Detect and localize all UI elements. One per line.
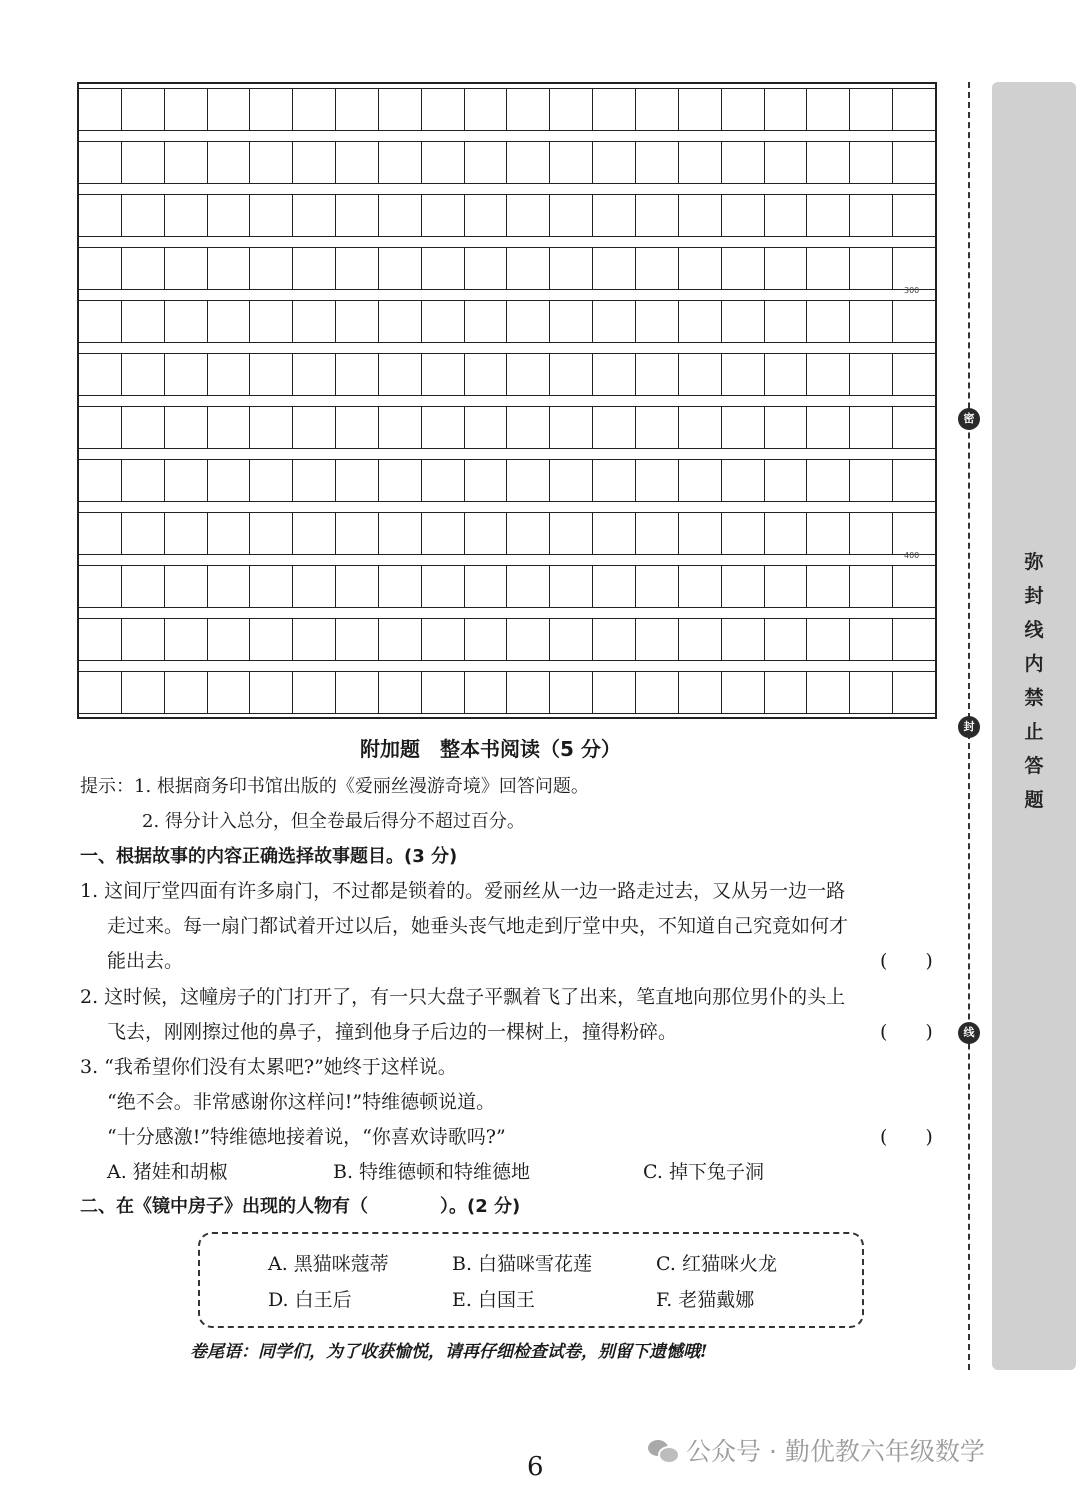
grid-cell[interactable] — [765, 513, 808, 554]
grid-cell[interactable] — [765, 354, 808, 395]
grid-cell[interactable] — [636, 407, 679, 448]
grid-cell[interactable] — [465, 89, 508, 130]
grid-cell[interactable] — [722, 89, 765, 130]
grid-cell[interactable] — [379, 195, 422, 236]
grid-cell[interactable] — [765, 460, 808, 501]
grid-cell[interactable] — [250, 354, 293, 395]
grid-cell[interactable] — [636, 619, 679, 660]
grid-cell[interactable] — [807, 142, 850, 183]
grid-row — [79, 459, 935, 502]
grid-cell[interactable] — [79, 513, 122, 554]
grid-cell[interactable] — [122, 248, 165, 289]
seal-warning-text — [1016, 545, 1052, 817]
grid-cell[interactable] — [379, 89, 422, 130]
grid-cell[interactable] — [636, 142, 679, 183]
grid-cell[interactable] — [893, 89, 935, 130]
grid-cell[interactable] — [208, 460, 251, 501]
grid-cell[interactable] — [250, 407, 293, 448]
grid-cell[interactable] — [122, 195, 165, 236]
grid-cell[interactable] — [379, 460, 422, 501]
grid-cell[interactable] — [679, 407, 722, 448]
grid-cell[interactable] — [465, 619, 508, 660]
grid-cell[interactable] — [250, 248, 293, 289]
grid-cell[interactable] — [722, 248, 765, 289]
q1-item-3-line-1: 3. “我希望你们没有太累吧?”她终于这样说。 — [80, 1056, 457, 1078]
grid-cell[interactable] — [550, 672, 593, 713]
grid-cell[interactable] — [893, 513, 935, 554]
grid-cell[interactable] — [122, 142, 165, 183]
grid-cell[interactable] — [165, 354, 208, 395]
grid-cell[interactable] — [465, 301, 508, 342]
grid-cell[interactable] — [550, 301, 593, 342]
grid-cell[interactable] — [593, 142, 636, 183]
grid-cell[interactable] — [593, 566, 636, 607]
grid-cell[interactable] — [807, 301, 850, 342]
grid-cell[interactable] — [593, 619, 636, 660]
seal-mark-mi: 密 — [958, 408, 980, 430]
grid-cell[interactable] — [722, 566, 765, 607]
grid-cell[interactable] — [165, 89, 208, 130]
grid-cell[interactable] — [765, 619, 808, 660]
grid-cell[interactable] — [507, 354, 550, 395]
grid-cell[interactable] — [465, 195, 508, 236]
grid-row — [79, 194, 935, 237]
grid-cell[interactable] — [79, 195, 122, 236]
grid-cell[interactable] — [293, 619, 336, 660]
grid-cell[interactable] — [336, 566, 379, 607]
grid-cell[interactable] — [550, 566, 593, 607]
grid-cell[interactable] — [507, 195, 550, 236]
grid-cell[interactable] — [722, 354, 765, 395]
grid-cell[interactable] — [293, 89, 336, 130]
grid-cell[interactable] — [850, 354, 893, 395]
grid-cell[interactable] — [893, 354, 935, 395]
grid-cell[interactable] — [465, 407, 508, 448]
grid-cell[interactable] — [379, 672, 422, 713]
grid-cell[interactable] — [807, 248, 850, 289]
grid-cell[interactable] — [765, 195, 808, 236]
watermark-text: 公众号 · 勤优教六年级数学 — [686, 1437, 985, 1466]
grid-cell[interactable] — [507, 407, 550, 448]
answer-bracket-1[interactable]: ( ) — [880, 950, 933, 972]
grid-cell[interactable] — [465, 566, 508, 607]
seal-mark-xian: 线 — [958, 1022, 980, 1044]
choice-a: A. 猪娃和胡椒 — [107, 1161, 228, 1183]
character-options-box — [198, 1232, 864, 1328]
grid-cell[interactable] — [850, 301, 893, 342]
seal-char: 止 — [1024, 721, 1044, 743]
page-number: 6 — [527, 1452, 544, 1482]
option-a: A. 黑猫咪蔻蒂 — [268, 1253, 389, 1275]
grid-cell[interactable] — [893, 301, 935, 342]
grid-cell[interactable] — [422, 142, 465, 183]
grid-cell[interactable] — [208, 407, 251, 448]
grid-cell[interactable] — [722, 301, 765, 342]
grid-cell[interactable] — [893, 248, 935, 289]
seal-char: 内 — [1024, 653, 1044, 675]
grid-cell[interactable] — [250, 672, 293, 713]
answer-bracket-3[interactable]: ( ) — [880, 1126, 933, 1148]
grid-cell[interactable] — [293, 248, 336, 289]
grid-cell[interactable] — [893, 407, 935, 448]
grid-cell[interactable] — [507, 89, 550, 130]
grid-cell[interactable] — [122, 89, 165, 130]
q1-item-1-line-3: 能出去。 — [107, 950, 184, 972]
grid-cell[interactable] — [79, 248, 122, 289]
option-c: C. 红猫咪火龙 — [656, 1253, 777, 1275]
grid-cell[interactable] — [679, 89, 722, 130]
grid-cell[interactable] — [250, 460, 293, 501]
grid-row — [79, 247, 935, 290]
grid-cell[interactable] — [765, 566, 808, 607]
grid-cell[interactable] — [765, 407, 808, 448]
grid-cell[interactable] — [165, 301, 208, 342]
grid-cell[interactable] — [293, 195, 336, 236]
grid-cell[interactable] — [550, 619, 593, 660]
grid-cell[interactable] — [850, 619, 893, 660]
grid-cell[interactable] — [336, 195, 379, 236]
grid-cell[interactable] — [850, 566, 893, 607]
grid-cell[interactable] — [807, 619, 850, 660]
grid-cell[interactable] — [79, 619, 122, 660]
grid-cell[interactable] — [79, 566, 122, 607]
grid-cell[interactable] — [79, 89, 122, 130]
grid-cell[interactable] — [550, 142, 593, 183]
grid-cell[interactable] — [507, 513, 550, 554]
grid-cell[interactable] — [593, 195, 636, 236]
grid-cell[interactable] — [593, 513, 636, 554]
grid-cell[interactable] — [679, 301, 722, 342]
grid-cell[interactable] — [807, 513, 850, 554]
grid-cell[interactable] — [122, 301, 165, 342]
option-f: F. 老猫戴娜 — [656, 1289, 755, 1311]
grid-cell[interactable] — [293, 354, 336, 395]
grid-cell[interactable] — [679, 195, 722, 236]
grid-cell[interactable] — [122, 513, 165, 554]
grid-cell[interactable] — [850, 195, 893, 236]
grid-cell[interactable] — [165, 566, 208, 607]
grid-cell[interactable] — [208, 672, 251, 713]
grid-cell[interactable] — [293, 513, 336, 554]
grid-cell[interactable] — [422, 195, 465, 236]
grid-cell[interactable] — [208, 195, 251, 236]
grid-cell[interactable] — [722, 142, 765, 183]
grid-cell[interactable] — [679, 460, 722, 501]
grid-cell[interactable] — [850, 407, 893, 448]
grid-cell[interactable] — [250, 142, 293, 183]
grid-cell[interactable] — [422, 407, 465, 448]
grid-cell[interactable] — [208, 142, 251, 183]
grid-cell[interactable] — [208, 89, 251, 130]
q1-item-3-line-3: “十分感激!”特维德地接着说，“你喜欢诗歌吗?” — [107, 1126, 506, 1148]
grid-cell[interactable] — [850, 460, 893, 501]
grid-cell[interactable] — [79, 301, 122, 342]
seal-char: 封 — [1024, 585, 1044, 607]
grid-cell[interactable] — [165, 407, 208, 448]
grid-cell[interactable] — [850, 248, 893, 289]
grid-cell[interactable] — [722, 195, 765, 236]
grid-cell[interactable] — [765, 672, 808, 713]
choice-c: C. 掉下兔子洞 — [643, 1161, 764, 1183]
grid-cell[interactable] — [422, 89, 465, 130]
seal-char: 弥 — [1024, 551, 1044, 573]
grid-cell[interactable] — [379, 301, 422, 342]
grid-cell[interactable] — [422, 301, 465, 342]
grid-row — [79, 88, 935, 131]
grid-cell[interactable] — [208, 248, 251, 289]
grid-cell[interactable] — [593, 460, 636, 501]
grid-cell[interactable] — [79, 460, 122, 501]
grid-cell[interactable] — [422, 566, 465, 607]
grid-cell[interactable] — [679, 248, 722, 289]
grid-cell[interactable] — [79, 407, 122, 448]
grid-cell[interactable] — [379, 248, 422, 289]
grid-cell[interactable] — [636, 354, 679, 395]
grid-cell[interactable] — [636, 301, 679, 342]
grid-cell[interactable] — [722, 672, 765, 713]
grid-cell[interactable] — [379, 619, 422, 660]
grid-cell[interactable] — [336, 672, 379, 713]
grid-cell[interactable] — [722, 513, 765, 554]
question-2-heading: 二、在《镜中房子》出现的人物有（ ）。(2 分) — [80, 1196, 521, 1217]
grid-cell[interactable] — [807, 407, 850, 448]
grid-cell[interactable] — [507, 672, 550, 713]
grid-cell[interactable] — [465, 142, 508, 183]
seal-char: 题 — [1024, 789, 1044, 811]
q1-item-1-line-2: 走过来。每一扇门都试着开过以后，她垂头丧气地走到厅堂中央，不知道自己究竟如何才 — [107, 915, 849, 937]
grid-cell[interactable] — [208, 354, 251, 395]
grid-row — [79, 618, 935, 661]
grid-cell[interactable] — [79, 354, 122, 395]
grid-cell[interactable] — [165, 619, 208, 660]
grid-cell[interactable] — [465, 672, 508, 713]
grid-cell[interactable] — [636, 513, 679, 554]
grid-cell[interactable] — [293, 566, 336, 607]
grid-row — [79, 671, 935, 714]
grid-cell[interactable] — [165, 248, 208, 289]
grid-cell[interactable] — [636, 248, 679, 289]
watermark — [648, 1432, 985, 1468]
grid-cell[interactable] — [250, 195, 293, 236]
grid-cell[interactable] — [593, 89, 636, 130]
grid-cell[interactable] — [422, 460, 465, 501]
grid-cell[interactable] — [208, 513, 251, 554]
grid-cell[interactable] — [379, 354, 422, 395]
grid-cell[interactable] — [122, 354, 165, 395]
grid-cell[interactable] — [379, 142, 422, 183]
grid-cell[interactable] — [636, 89, 679, 130]
q1-item-3-line-2: “绝不会。非常感谢你这样问!”特维德顿说道。 — [107, 1091, 496, 1113]
grid-cell[interactable] — [550, 195, 593, 236]
word-count-marker-300: 300 — [904, 286, 920, 295]
grid-cell[interactable] — [293, 301, 336, 342]
tip-line-2: 2. 得分计入总分，但全卷最后得分不超过百分。 — [142, 811, 525, 832]
grid-row — [79, 565, 935, 608]
section-title: 附加题 整本书阅读（5 分） — [360, 737, 621, 761]
grid-cell[interactable] — [893, 195, 935, 236]
grid-cell[interactable] — [122, 407, 165, 448]
grid-cell[interactable] — [507, 460, 550, 501]
grid-cell[interactable] — [79, 142, 122, 183]
grid-cell[interactable] — [422, 619, 465, 660]
grid-cell[interactable] — [679, 566, 722, 607]
grid-cell[interactable] — [550, 89, 593, 130]
grid-row — [79, 406, 935, 449]
grid-cell[interactable] — [636, 566, 679, 607]
grid-cell[interactable] — [807, 195, 850, 236]
grid-cell[interactable] — [679, 619, 722, 660]
question-1-heading: 一、根据故事的内容正确选择故事题目。(3 分) — [80, 846, 458, 867]
q1-item-2-line-2: 飞去，刚刚擦过他的鼻子，撞到他身子后边的一棵树上，撞得粉碎。 — [107, 1021, 678, 1043]
grid-cell[interactable] — [336, 619, 379, 660]
grid-cell[interactable] — [250, 301, 293, 342]
seal-char: 禁 — [1024, 687, 1044, 709]
grid-cell[interactable] — [379, 513, 422, 554]
grid-cell[interactable] — [807, 89, 850, 130]
q1-item-1-line-1: 1. 这间厅堂四面有许多扇门，不过都是锁着的。爱丽丝从一边一路走过去，又从另一边一路 — [80, 880, 846, 902]
grid-cell[interactable] — [122, 619, 165, 660]
grid-cell[interactable] — [593, 301, 636, 342]
seal-mark-feng: 封 — [958, 716, 980, 738]
grid-cell[interactable] — [807, 566, 850, 607]
grid-cell[interactable] — [507, 619, 550, 660]
option-d: D. 白王后 — [268, 1289, 352, 1311]
grid-cell[interactable] — [679, 142, 722, 183]
grid-cell[interactable] — [336, 513, 379, 554]
option-e: E. 白国王 — [452, 1289, 535, 1311]
grid-cell[interactable] — [422, 672, 465, 713]
grid-cell[interactable] — [208, 566, 251, 607]
grid-cell[interactable] — [122, 460, 165, 501]
seal-char: 答 — [1024, 755, 1044, 777]
grid-cell[interactable] — [336, 460, 379, 501]
grid-cell[interactable] — [679, 672, 722, 713]
grid-cell[interactable] — [893, 672, 935, 713]
grid-cell[interactable] — [379, 566, 422, 607]
grid-cell[interactable] — [165, 142, 208, 183]
grid-cell[interactable] — [550, 513, 593, 554]
grid-cell[interactable] — [422, 248, 465, 289]
grid-cell[interactable] — [550, 460, 593, 501]
grid-cell[interactable] — [165, 513, 208, 554]
grid-cell[interactable] — [550, 248, 593, 289]
grid-cell[interactable] — [550, 407, 593, 448]
grid-cell[interactable] — [765, 248, 808, 289]
grid-cell[interactable] — [165, 460, 208, 501]
grid-cell[interactable] — [807, 354, 850, 395]
closing-note: 卷尾语：同学们，为了收获愉悦，请再仔细检查试卷，别留下遗憾哦! — [190, 1342, 708, 1362]
grid-cell[interactable] — [208, 619, 251, 660]
grid-cell[interactable] — [593, 407, 636, 448]
grid-cell[interactable] — [465, 248, 508, 289]
q1-item-2-line-1: 2. 这时候，这幢房子的门打开了，有一只大盘子平飘着飞了出来，笔直地向那位男仆的头上 — [80, 986, 846, 1008]
choice-b: B. 特维德顿和特维德地 — [333, 1161, 531, 1183]
grid-cell[interactable] — [336, 354, 379, 395]
grid-cell[interactable] — [850, 142, 893, 183]
grid-row — [79, 300, 935, 343]
grid-cell[interactable] — [636, 195, 679, 236]
grid-cell[interactable] — [850, 89, 893, 130]
grid-cell[interactable] — [807, 672, 850, 713]
wechat-icon — [648, 1438, 678, 1462]
grid-cell[interactable] — [507, 142, 550, 183]
grid-row — [79, 353, 935, 396]
grid-cell[interactable] — [379, 407, 422, 448]
seal-char: 线 — [1024, 619, 1044, 641]
grid-cell[interactable] — [122, 566, 165, 607]
grid-cell[interactable] — [765, 301, 808, 342]
grid-cell[interactable] — [336, 301, 379, 342]
grid-cell[interactable] — [250, 89, 293, 130]
grid-cell[interactable] — [465, 354, 508, 395]
grid-cell[interactable] — [293, 142, 336, 183]
composition-grid — [77, 82, 937, 719]
grid-cell[interactable] — [250, 566, 293, 607]
grid-cell[interactable] — [593, 672, 636, 713]
grid-row — [79, 512, 935, 555]
grid-row — [79, 141, 935, 184]
grid-cell[interactable] — [165, 672, 208, 713]
grid-cell[interactable] — [636, 460, 679, 501]
tip-line-1: 提示：1. 根据商务印书馆出版的《爱丽丝漫游奇境》回答问题。 — [80, 776, 589, 797]
grid-cell[interactable] — [893, 619, 935, 660]
word-count-marker-400: 400 — [904, 551, 920, 560]
grid-cell[interactable] — [250, 619, 293, 660]
grid-cell[interactable] — [893, 566, 935, 607]
grid-cell[interactable] — [422, 354, 465, 395]
grid-cell[interactable] — [336, 407, 379, 448]
grid-cell[interactable] — [422, 513, 465, 554]
grid-cell[interactable] — [465, 460, 508, 501]
grid-cell[interactable] — [765, 89, 808, 130]
grid-cell[interactable] — [507, 566, 550, 607]
grid-cell[interactable] — [593, 354, 636, 395]
grid-cell[interactable] — [336, 142, 379, 183]
grid-cell[interactable] — [293, 672, 336, 713]
grid-cell[interactable] — [122, 672, 165, 713]
option-b: B. 白猫咪雪花莲 — [452, 1253, 593, 1275]
grid-cell[interactable] — [850, 513, 893, 554]
grid-cell[interactable] — [679, 354, 722, 395]
grid-cell[interactable] — [722, 619, 765, 660]
grid-cell[interactable] — [893, 142, 935, 183]
grid-cell[interactable] — [293, 460, 336, 501]
grid-cell[interactable] — [507, 248, 550, 289]
grid-cell[interactable] — [465, 513, 508, 554]
grid-cell[interactable] — [208, 301, 251, 342]
grid-cell[interactable] — [593, 248, 636, 289]
grid-cell[interactable] — [722, 460, 765, 501]
grid-cell[interactable] — [765, 142, 808, 183]
grid-cell[interactable] — [807, 460, 850, 501]
grid-cell[interactable] — [679, 513, 722, 554]
grid-cell[interactable] — [336, 248, 379, 289]
answer-bracket-2[interactable]: ( ) — [880, 1021, 933, 1043]
grid-cell[interactable] — [250, 513, 293, 554]
grid-cell[interactable] — [893, 460, 935, 501]
grid-cell[interactable] — [507, 301, 550, 342]
grid-cell[interactable] — [293, 407, 336, 448]
grid-cell[interactable] — [550, 354, 593, 395]
grid-cell[interactable] — [79, 672, 122, 713]
grid-cell[interactable] — [850, 672, 893, 713]
grid-cell[interactable] — [722, 407, 765, 448]
grid-cell[interactable] — [636, 672, 679, 713]
grid-cell[interactable] — [336, 89, 379, 130]
grid-cell[interactable] — [165, 195, 208, 236]
